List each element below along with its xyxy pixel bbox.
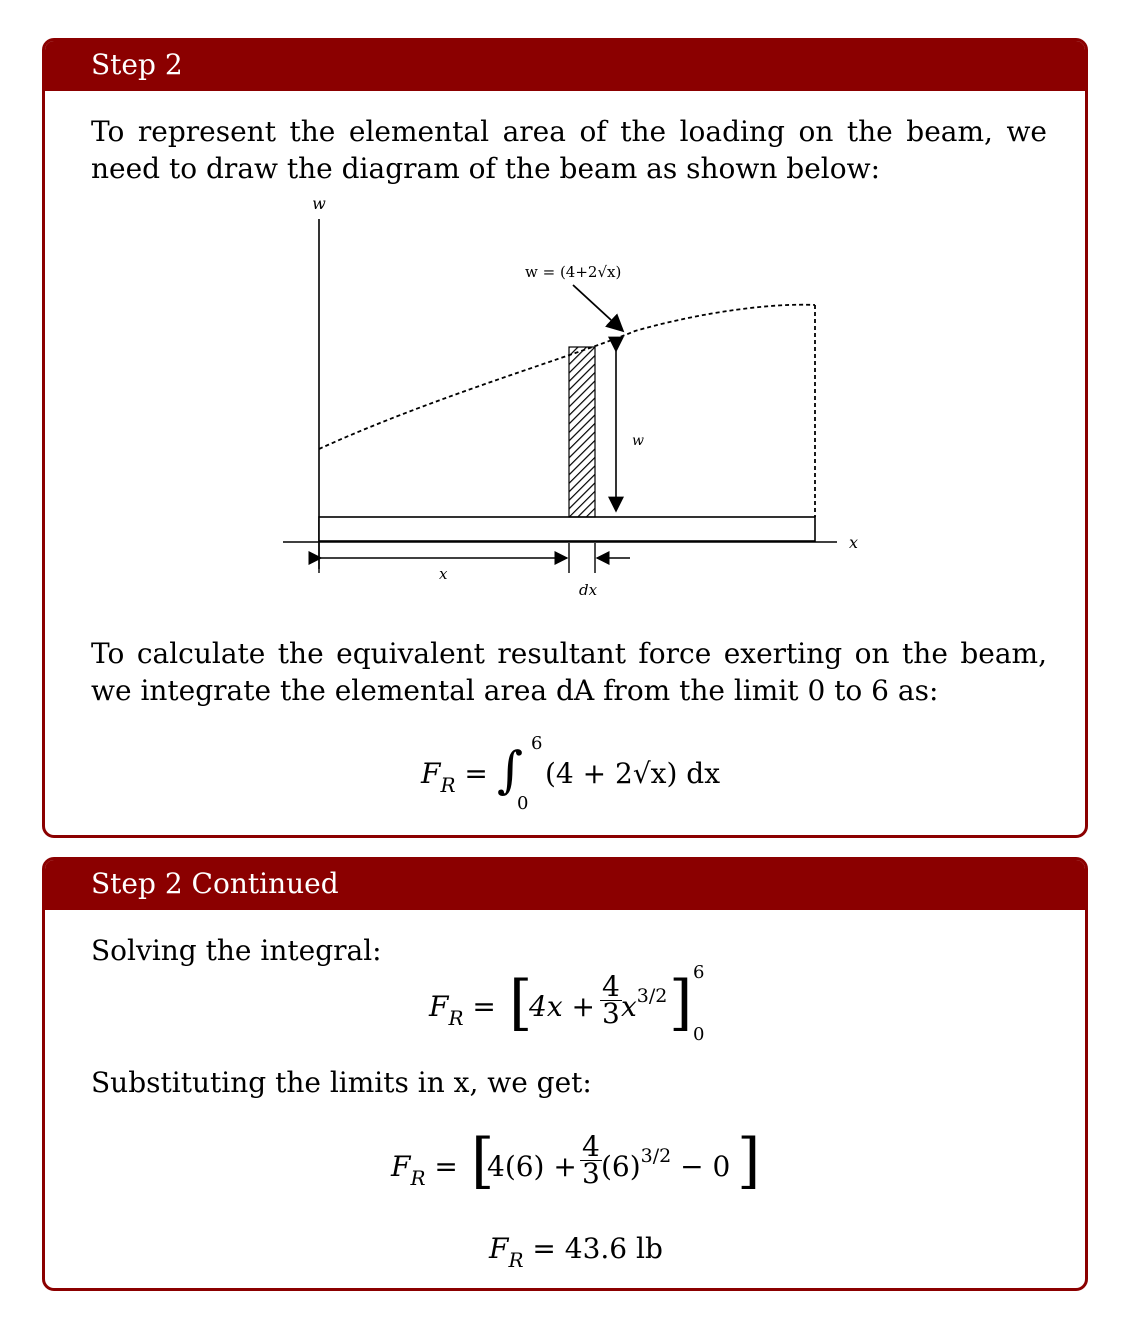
strip-height-label: w xyxy=(632,433,644,449)
step-2-card xyxy=(42,38,1088,838)
intro-paragraph: To represent the elemental area of the loading on the beam, we need to draw the diagram of the beam as shown below: xyxy=(91,115,1047,185)
substitution-text: Substituting the limits in x, we get: xyxy=(91,1066,592,1099)
substituted-equation: $F_R$ = [ 4(6) + $\frac{4}{3}$ $(6)^{3/2} - 0$ ] xyxy=(391,1126,761,1196)
x-distance-label: x xyxy=(439,565,448,583)
card-header: Step 2 Continued xyxy=(45,860,1085,910)
dx-label: dx xyxy=(579,581,598,599)
integral-equation: $F_R$ = ∫ 6 0 (4 + 2√x) dx xyxy=(421,733,720,814)
integration-paragraph: To calculate the equivalent resultant force exerting on the beam, we integrate the elemental area dA from the limit 0 to 6 as: xyxy=(91,637,1047,707)
elemental-strip xyxy=(569,347,595,517)
step-2-continued-card xyxy=(42,857,1088,1291)
card-header: Step 2 xyxy=(45,41,1085,91)
curve-label: w = (4+2√x) xyxy=(525,263,622,281)
antiderivative-equation: $F_R$ = [ 4x + $\frac{4}{3}$ $x^{3/2}$ ] 6 0 xyxy=(429,962,705,1045)
x-axis-label: x xyxy=(849,533,859,552)
callout-arrow xyxy=(573,285,623,331)
w-axis-label: w xyxy=(312,194,326,213)
beam xyxy=(319,517,815,541)
load-curve xyxy=(319,305,815,449)
result-equation: $F_R = 43.6$ lb xyxy=(489,1232,663,1272)
beam-diagram xyxy=(275,191,915,601)
solving-text: Solving the integral: xyxy=(91,934,382,967)
